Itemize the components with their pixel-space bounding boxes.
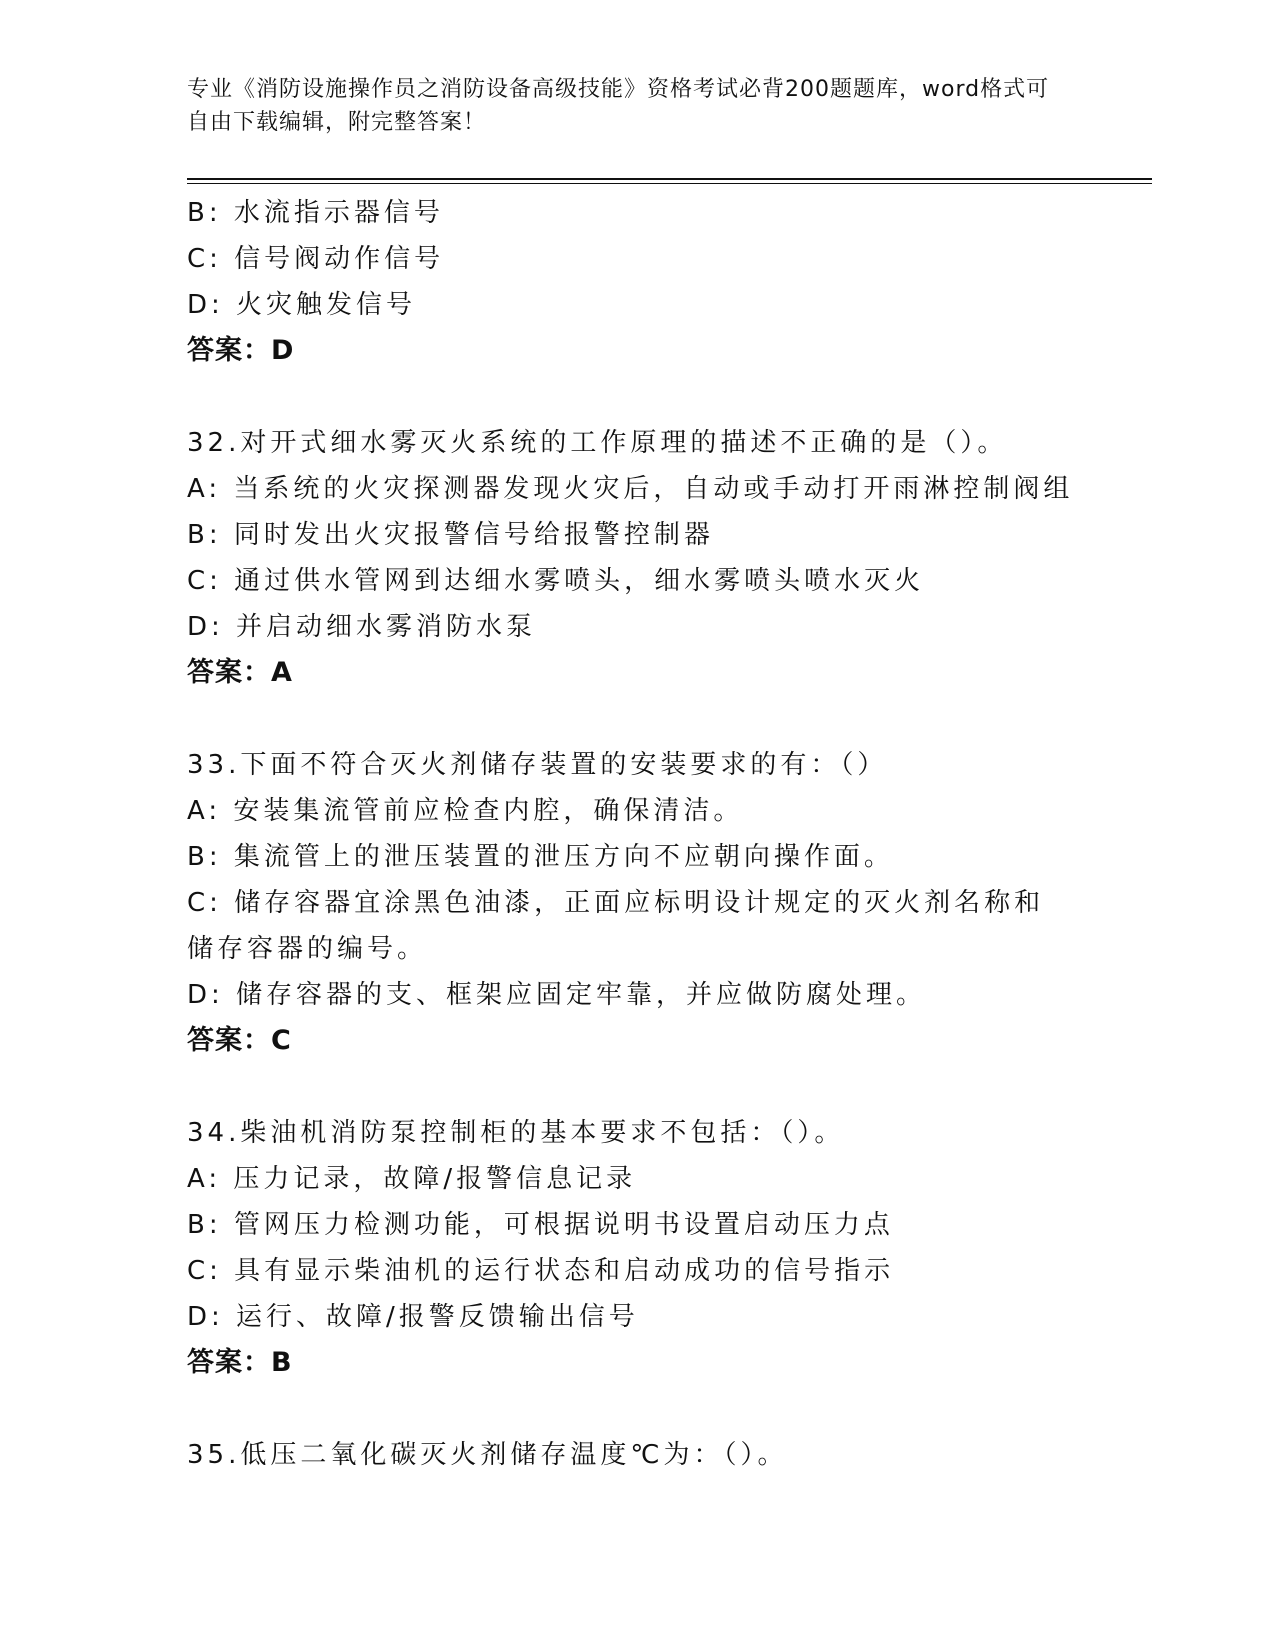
option-a: A: 压力记录，故障/报警信息记录 xyxy=(187,1164,637,1194)
header-divider-thick xyxy=(187,178,1152,180)
answer-label: 答案：D xyxy=(187,335,295,366)
option-d: D: 火灾触发信号 xyxy=(187,290,417,320)
answer-label: 答案：A xyxy=(187,657,293,688)
previous-question-tail xyxy=(187,190,1087,374)
question-33 xyxy=(187,742,1087,1064)
answer-label: 答案：C xyxy=(187,1025,292,1056)
answer-label: 答案：B xyxy=(187,1347,293,1378)
option-c: C: 储存容器宜涂黑色油漆，正面应标明设计规定的灭火剂名称和储存容器的编号。 xyxy=(187,888,1045,964)
option-d: D: 并启动细水雾消防水泵 xyxy=(187,612,537,642)
option-a: A: 安装集流管前应检查内腔，确保清洁。 xyxy=(187,796,744,826)
option-a: A: 当系统的火灾探测器发现火灾后，自动或手动打开雨淋控制阀组 xyxy=(187,474,1074,504)
option-b: B: 水流指示器信号 xyxy=(187,198,444,228)
option-b: B: 同时发出火灾报警信号给报警控制器 xyxy=(187,520,714,550)
option-d: D: 储存容器的支、框架应固定牢靠，并应做防腐处理。 xyxy=(187,980,927,1010)
question-stem: 33.下面不符合灭火剂储存装置的安装要求的有：（） xyxy=(187,750,888,780)
question-32 xyxy=(187,420,1087,696)
question-stem: 35.低压二氧化碳灭火剂储存温度℃为：（）。 xyxy=(187,1440,788,1470)
header-divider-thin xyxy=(187,183,1152,184)
option-c: C: 具有显示柴油机的运行状态和启动成功的信号指示 xyxy=(187,1256,895,1286)
option-b: B: 管网压力检测功能，可根据说明书设置启动压力点 xyxy=(187,1210,894,1240)
document-header: 专业《消防设施操作员之消防设备高级技能》资格考试必背200题题库，word格式可自由下载编辑，附完整答案！ xyxy=(187,77,1050,135)
question-35 xyxy=(187,1432,1087,1478)
option-c: C: 通过供水管网到达细水雾喷头，细水雾喷头喷水灭火 xyxy=(187,566,925,596)
option-b: B: 集流管上的泄压装置的泄压方向不应朝向操作面。 xyxy=(187,842,894,872)
question-stem: 32.对开式细水雾灭火系统的工作原理的描述不正确的是（）。 xyxy=(187,428,1008,458)
option-c: C: 信号阀动作信号 xyxy=(187,244,445,274)
question-content xyxy=(187,190,1087,1478)
question-34 xyxy=(187,1110,1087,1386)
question-stem: 34.柴油机消防泵控制柜的基本要求不包括：（）。 xyxy=(187,1118,845,1148)
option-d: D: 运行、故障/报警反馈输出信号 xyxy=(187,1302,639,1332)
